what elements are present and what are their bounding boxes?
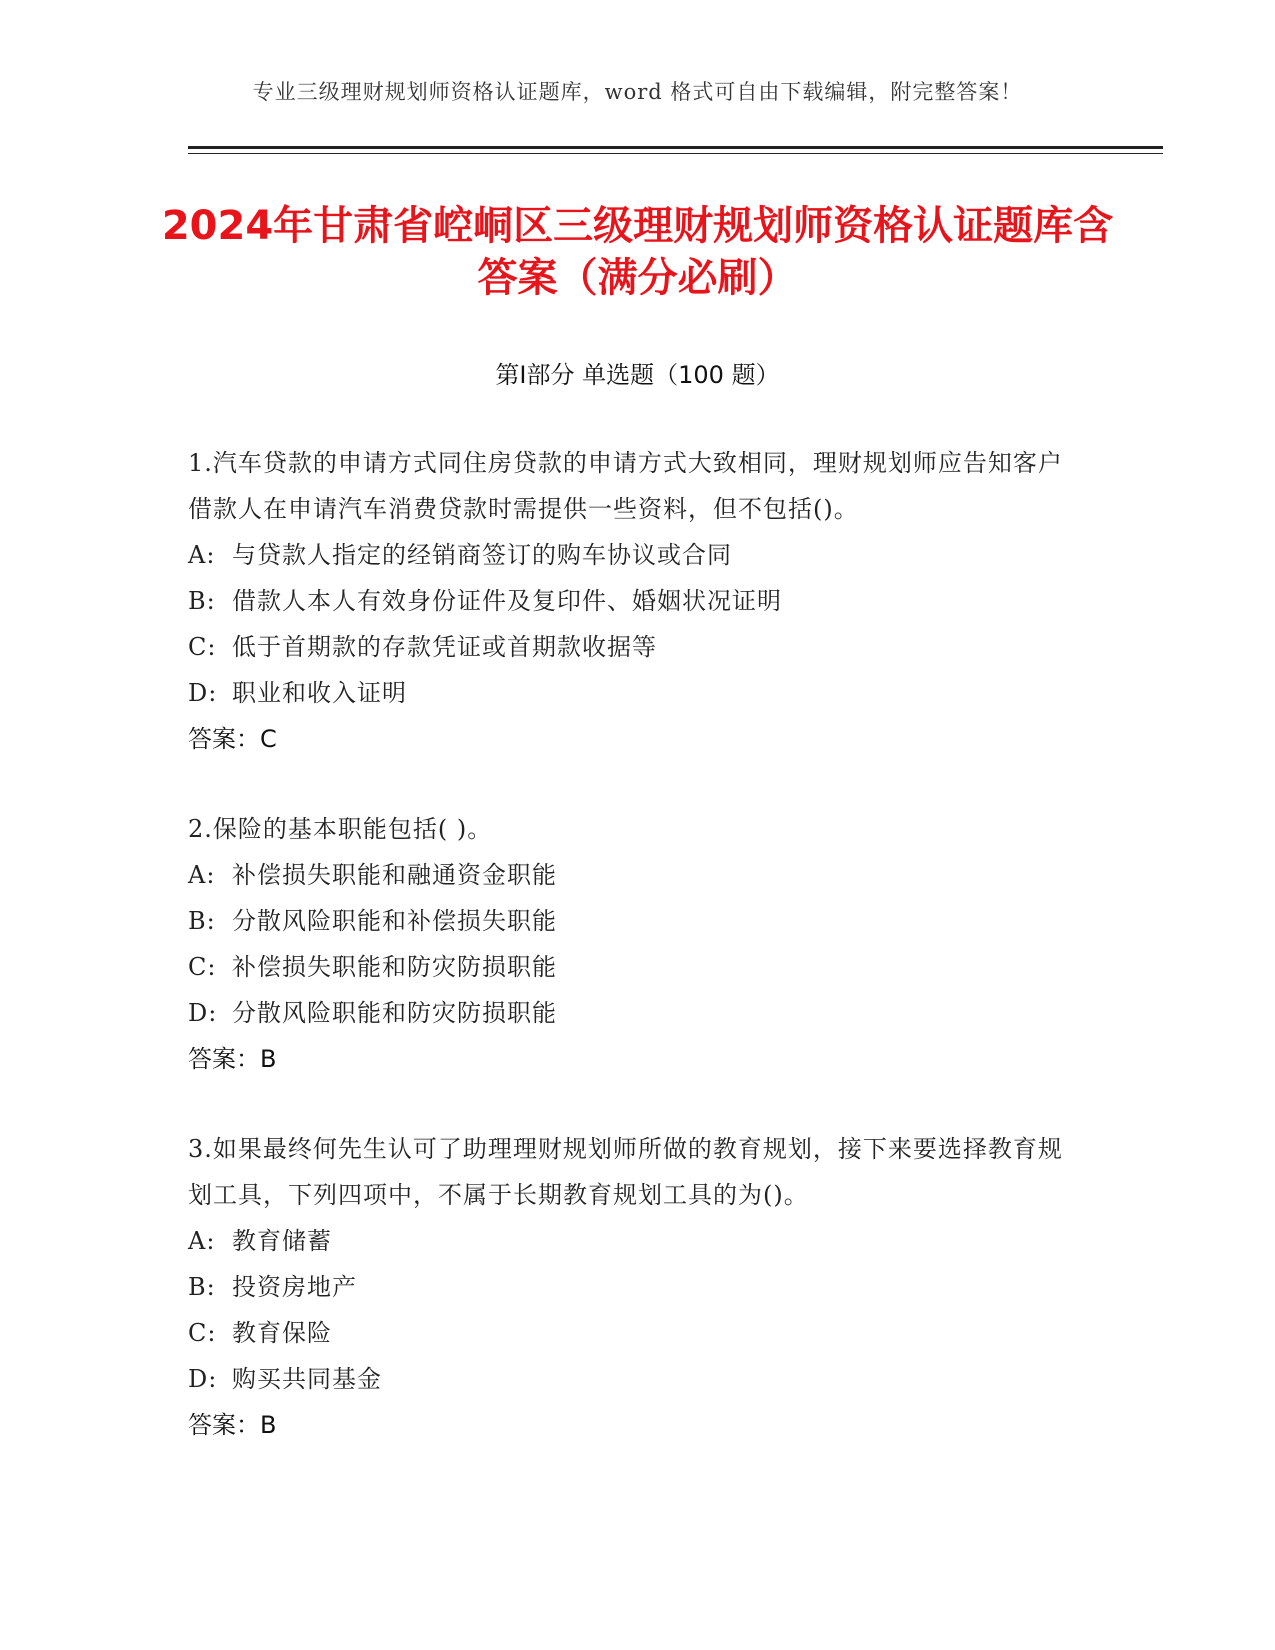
option-text: 投资房地产 [232, 1273, 357, 1301]
header-note: 专业三级理财规划师资格认证题库，word 格式可自由下载编辑，附完整答案！ [252, 80, 1023, 104]
option-a [188, 532, 1068, 578]
question-list [188, 440, 1068, 1492]
option-letter: D: [188, 1365, 218, 1393]
option-text: 分散风险职能和防灾防损职能 [232, 999, 557, 1027]
option-letter: D: [188, 679, 218, 707]
answer-prefix: 答案： [188, 1045, 260, 1073]
section-title: 第Ⅰ部分 单选题（100 题） [495, 361, 780, 389]
answer-value: B [260, 1411, 277, 1439]
option-d [188, 990, 1068, 1036]
question-stem: 1.汽车贷款的申请方式同住房贷款的申请方式大致相同，理财规划师应告知客户借款人在申请汽车消费贷款时需提供一些资料，但不包括()。 [188, 449, 1063, 523]
option-text: 补偿损失职能和融通资金职能 [232, 861, 557, 889]
question-2 [188, 806, 1068, 1082]
option-letter: D: [188, 999, 218, 1027]
option-c [188, 1310, 1068, 1356]
document-title: 2024年甘肃省崆峒区三级理财规划师资格认证题库含答案（满分必刷） [161, 203, 1114, 301]
header-rule-thick [188, 146, 1163, 149]
answer-line [188, 1036, 1068, 1082]
option-text: 低于首期款的存款凭证或首期款收据等 [232, 633, 657, 661]
option-letter: C: [188, 953, 217, 981]
option-letter: A: [188, 861, 216, 889]
question-stem: 2.保险的基本职能包括( )。 [188, 815, 493, 843]
answer-line [188, 716, 1068, 762]
option-c [188, 624, 1068, 670]
option-c [188, 944, 1068, 990]
option-a [188, 1218, 1068, 1264]
question-1 [188, 440, 1068, 762]
answer-prefix: 答案： [188, 725, 260, 753]
option-text: 补偿损失职能和防灾防损职能 [232, 953, 557, 981]
option-text: 与贷款人指定的经销商签订的购车协议或合同 [232, 541, 732, 569]
answer-value: B [260, 1045, 277, 1073]
option-text: 借款人本人有效身份证件及复印件、婚姻状况证明 [232, 587, 782, 615]
option-letter: B: [188, 587, 216, 615]
option-letter: C: [188, 1319, 217, 1347]
header-rule-thin [188, 153, 1163, 154]
option-text: 教育保险 [232, 1319, 332, 1347]
option-b [188, 578, 1068, 624]
option-a [188, 852, 1068, 898]
question-3 [188, 1126, 1068, 1448]
option-b [188, 1264, 1068, 1310]
option-d [188, 670, 1068, 716]
option-letter: C: [188, 633, 217, 661]
option-text: 职业和收入证明 [232, 679, 407, 707]
option-text: 教育储蓄 [232, 1227, 332, 1255]
question-stem: 3.如果最终何先生认可了助理理财规划师所做的教育规划，接下来要选择教育规划工具，下列四项中，不属于长期教育规划工具的为()。 [188, 1135, 1063, 1209]
option-text: 分散风险职能和补偿损失职能 [232, 907, 557, 935]
answer-value: C [260, 725, 277, 753]
option-b [188, 898, 1068, 944]
answer-line [188, 1402, 1068, 1448]
answer-prefix: 答案： [188, 1411, 260, 1439]
option-letter: B: [188, 907, 216, 935]
option-text: 购买共同基金 [232, 1365, 382, 1393]
option-letter: A: [188, 541, 216, 569]
option-d [188, 1356, 1068, 1402]
option-letter: B: [188, 1273, 216, 1301]
option-letter: A: [188, 1227, 216, 1255]
